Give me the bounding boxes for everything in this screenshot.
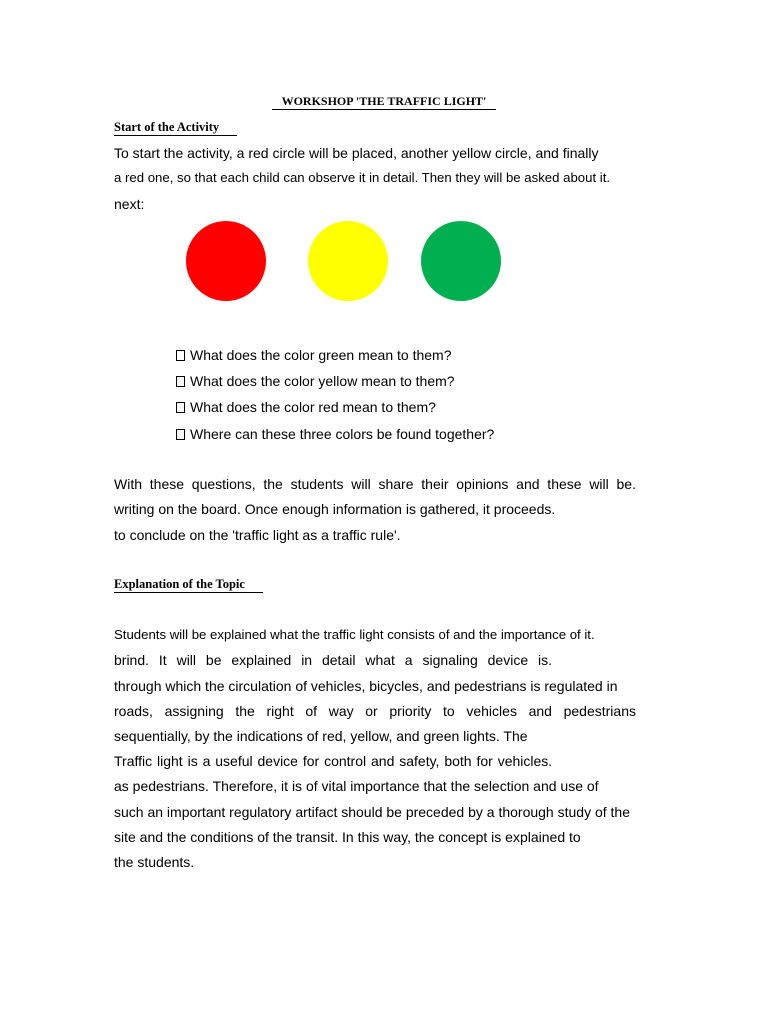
explanation-line: sequentially, by the indications of red, yellow, and green lights. The xyxy=(114,728,528,744)
bullet-box-icon xyxy=(176,429,185,440)
intro-line-3: next: xyxy=(114,196,145,212)
explanation-line: roads, assigning the right of way or priority to vehicles and pedestrians xyxy=(114,703,636,719)
green-circle xyxy=(421,221,501,301)
explanation-line: such an important regulatory artifact should be preceded by a thorough study of the xyxy=(114,804,630,820)
intro-line-2: a red one, so that each child can observe it in detail. Then they will be asked about it. xyxy=(114,170,611,185)
question-item: What does the color yellow mean to them? xyxy=(176,373,455,389)
explanation-line: site and the conditions of the transit. In this way, the concept is explained to xyxy=(114,829,581,845)
paragraph-line: With these questions, the students will share their opinions and these will be. xyxy=(114,476,636,492)
yellow-circle xyxy=(308,221,388,301)
document-title: WORKSHOP 'THE TRAFFIC LIGHT' xyxy=(0,94,768,109)
red-circle xyxy=(186,221,266,301)
question-item: What does the color green mean to them? xyxy=(176,347,451,363)
question-item: Where can these three colors be found together? xyxy=(176,426,494,442)
explanation-line: as pedestrians. Therefore, it is of vital importance that the selection and use of xyxy=(114,778,599,794)
bullet-box-icon xyxy=(176,402,185,413)
explanation-line: Traffic light is a useful device for control and safety, both for vehicles. xyxy=(114,753,553,769)
section-heading-explanation: Explanation of the Topic xyxy=(114,577,263,592)
paragraph-line: to conclude on the 'traffic light as a traffic rule'. xyxy=(114,527,401,543)
bullet-box-icon xyxy=(176,350,185,361)
paragraph-line: writing on the board. Once enough information is gathered, it proceeds. xyxy=(114,501,556,517)
explanation-line: brind. It will be explained in detail what a signaling device is. xyxy=(114,652,552,668)
question-item: What does the color red mean to them? xyxy=(176,399,436,415)
section-heading-start: Start of the Activity xyxy=(114,120,237,135)
intro-line-1: To start the activity, a red circle will be placed, another yellow circle, and finally xyxy=(114,145,599,161)
explanation-line: the students. xyxy=(114,854,195,870)
explanation-line: through which the circulation of vehicles, bicycles, and pedestrians is regulated in xyxy=(114,678,618,694)
bullet-box-icon xyxy=(176,376,185,387)
explanation-line: Students will be explained what the traffic light consists of and the importance of it. xyxy=(114,627,595,642)
